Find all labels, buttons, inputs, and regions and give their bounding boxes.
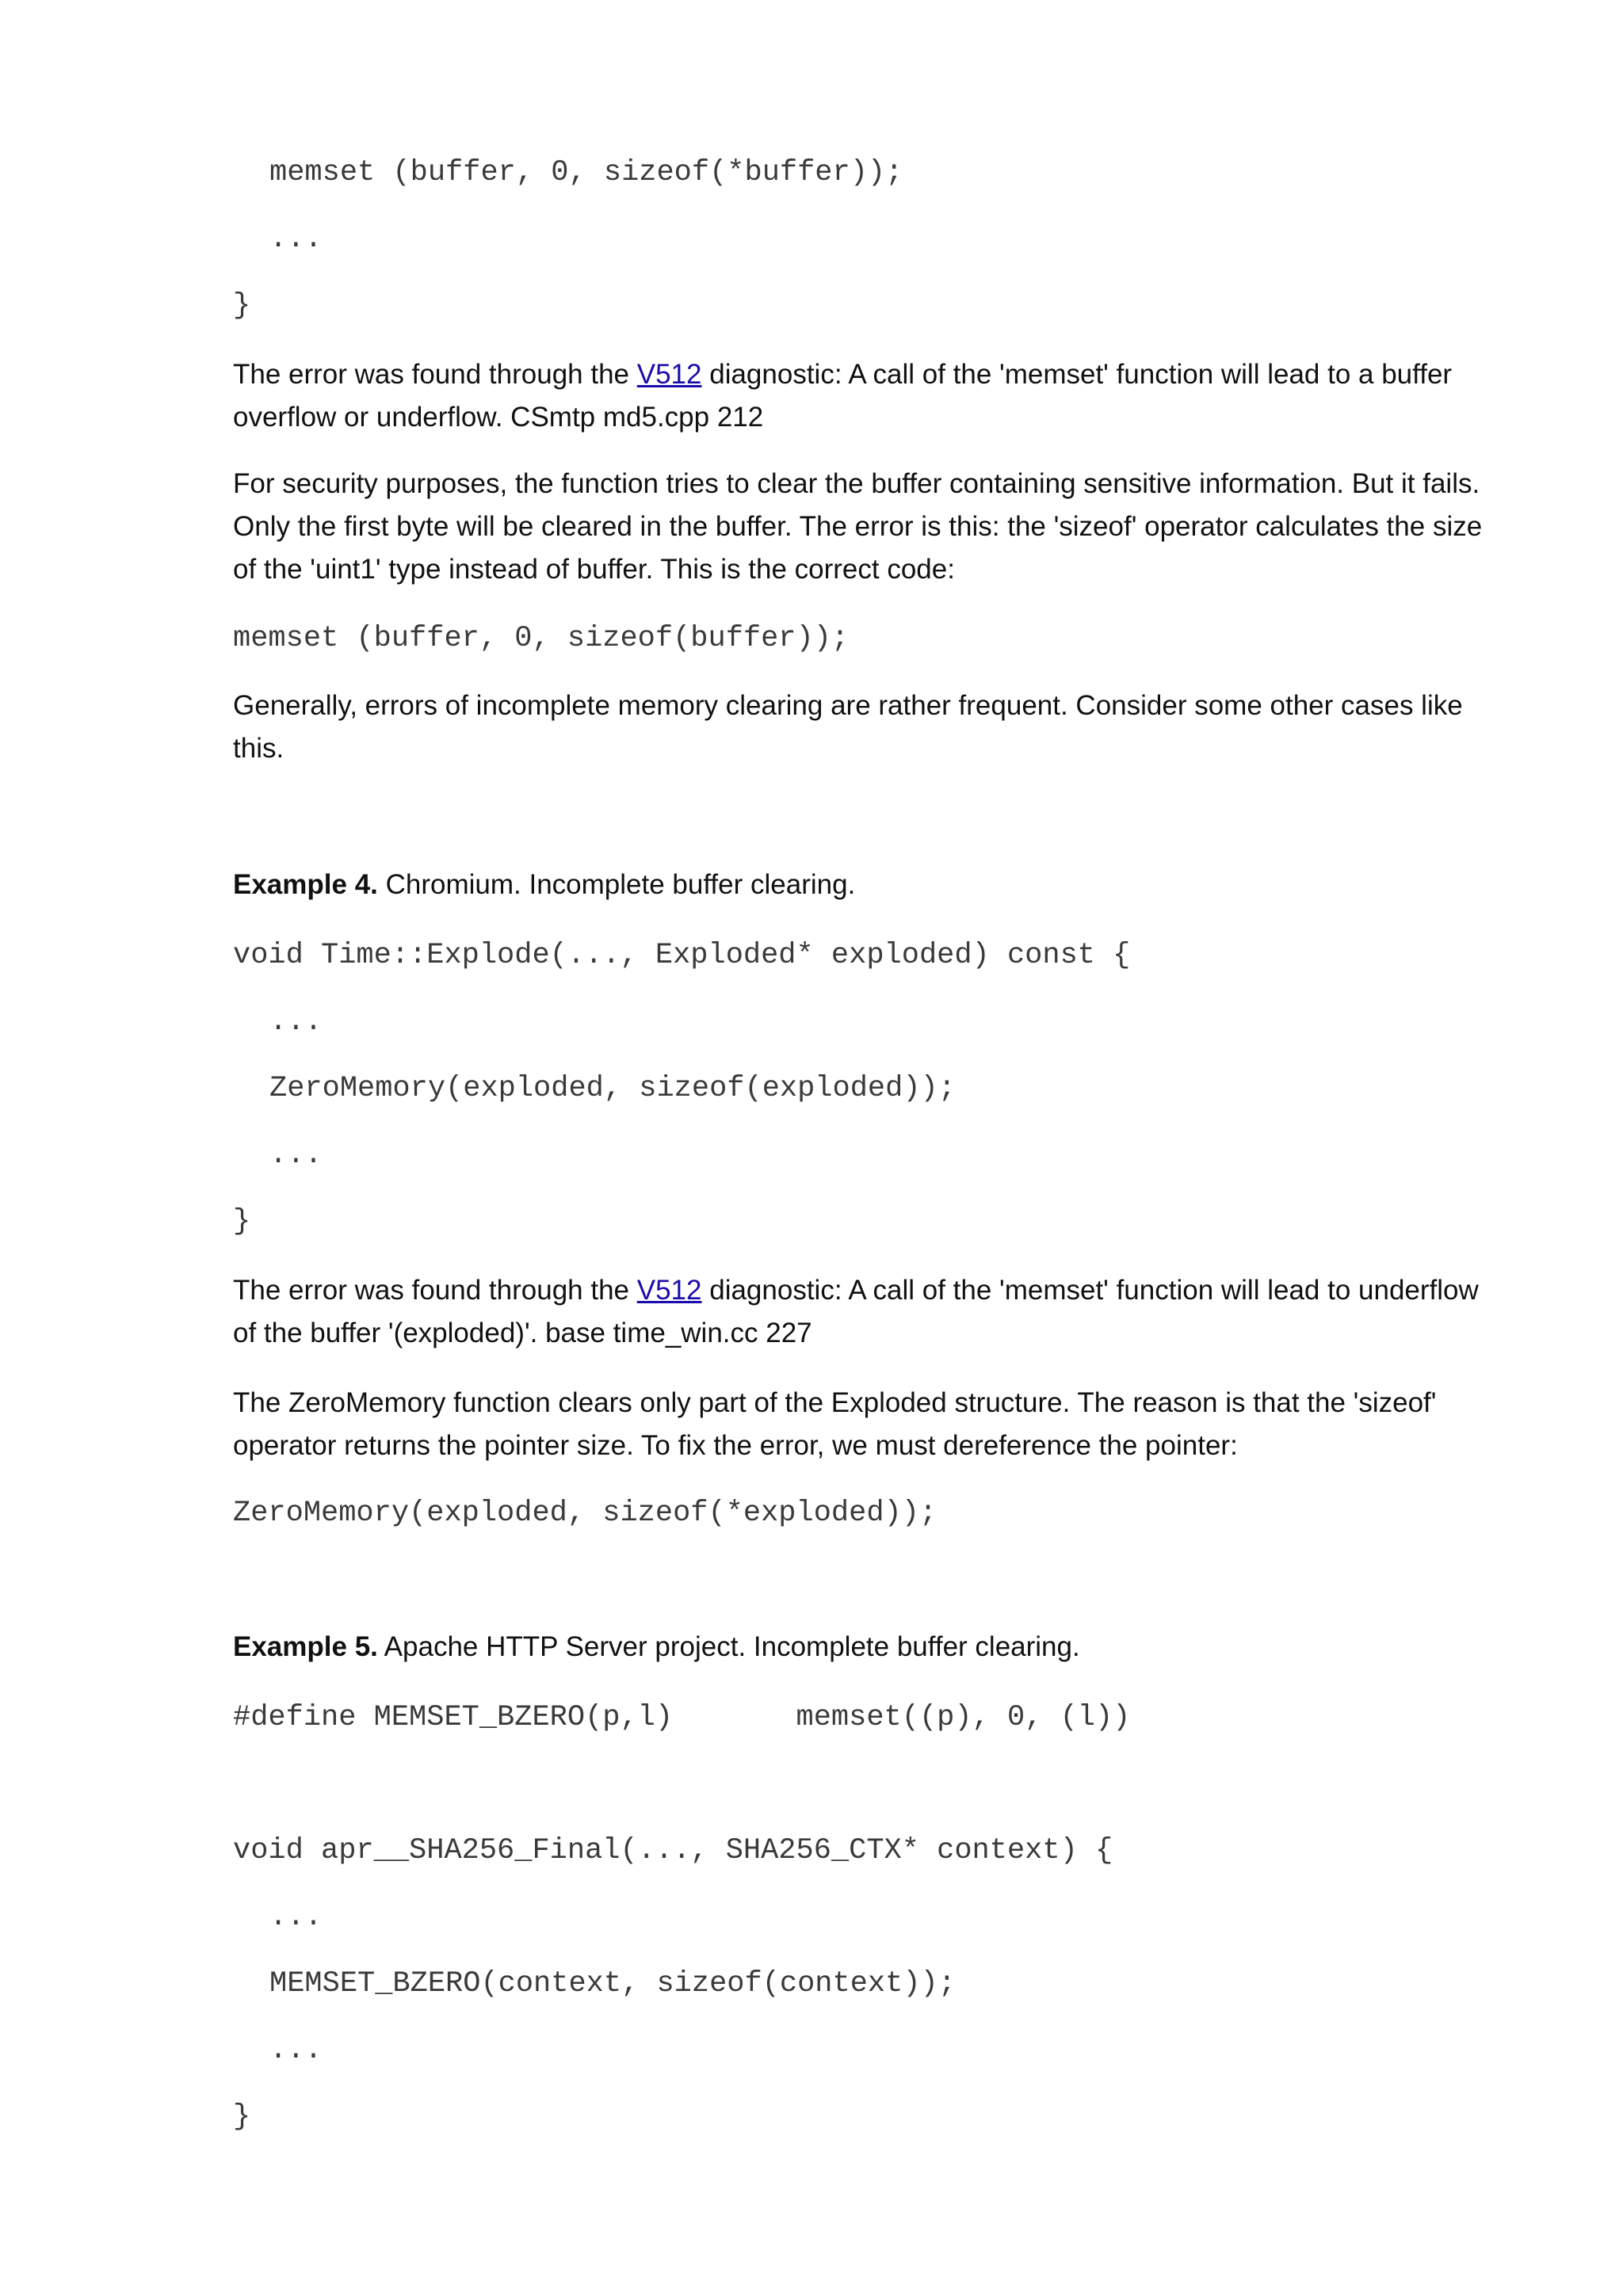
code-line: ... — [269, 1138, 323, 1172]
paragraph-text: The error was found through the — [233, 1275, 637, 1306]
code-line: } — [233, 2100, 251, 2134]
example-label: Example 5. — [233, 1631, 378, 1662]
explanation-paragraph: The ZeroMemory function clears only part of the Exploded structure. The reason is that the 'sizeof' operator returns the pointer size. To fix the error, we must dereference the pointer: — [233, 1387, 1437, 1461]
code-line: memset (buffer, 0, sizeof(*buffer)); — [269, 156, 903, 189]
code-line: } — [233, 289, 251, 322]
diagnostic-paragraph — [233, 1269, 1501, 1355]
code-line: ... — [269, 223, 323, 256]
example-title: Apache HTTP Server project. Incomplete buffer clearing. — [377, 1631, 1080, 1662]
summary-paragraph: Generally, errors of incomplete memory clearing are rather frequent. Consider some other cases like this. — [233, 690, 1463, 764]
diagnostic-paragraph — [233, 353, 1501, 439]
code-line: void apr__SHA256_Final(..., SHA256_CTX* context) { — [233, 1834, 1113, 1867]
code-fix: ZeroMemory(exploded, sizeof(*exploded)); — [233, 1497, 938, 1530]
code-line: ZeroMemory(exploded, sizeof(exploded)); — [269, 1072, 956, 1105]
example-5-heading — [233, 1626, 1501, 1669]
paragraph-text: diagnostic: A call of the 'memset' function will lead to a buffer overflow or underflow. CSmtp md5.cpp 212 — [233, 359, 1453, 433]
example-4-heading — [233, 864, 1501, 906]
code-fix: memset (buffer, 0, sizeof(buffer)); — [233, 622, 850, 655]
v512-link[interactable]: V512 — [636, 359, 702, 390]
code-line: ... — [269, 1005, 323, 1039]
v512-link[interactable]: V512 — [636, 1275, 702, 1306]
paragraph-text: The error was found through the — [233, 359, 637, 390]
example-label: Example 4. — [233, 869, 378, 900]
code-line: ... — [269, 1901, 323, 1934]
code-line: ... — [269, 2034, 323, 2067]
code-line: void Time::Explode(..., Exploded* exploded) const { — [233, 939, 1131, 972]
code-line: } — [233, 1205, 251, 1238]
explanation-paragraph: For security purposes, the function tries to clear the buffer containing sensitive information. But it fails. Only the first byte will be cleared in the buffer. The error is this: the 'sizeof' operator calculates the size of the 'uint1' type instead of buffer. This is the correct code: — [233, 468, 1483, 585]
code-line: MEMSET_BZERO(context, sizeof(context)); — [269, 1967, 956, 2000]
paragraph-text: diagnostic: A call of the 'memset' function will lead to underflow of the buffer '(exploded)'. base time_win.cc 227 — [233, 1275, 1479, 1348]
example-title: Chromium. Incomplete buffer clearing. — [377, 869, 856, 900]
code-line: #define MEMSET_BZERO(p,l) memset((p), 0, (l)) — [233, 1701, 1131, 1734]
